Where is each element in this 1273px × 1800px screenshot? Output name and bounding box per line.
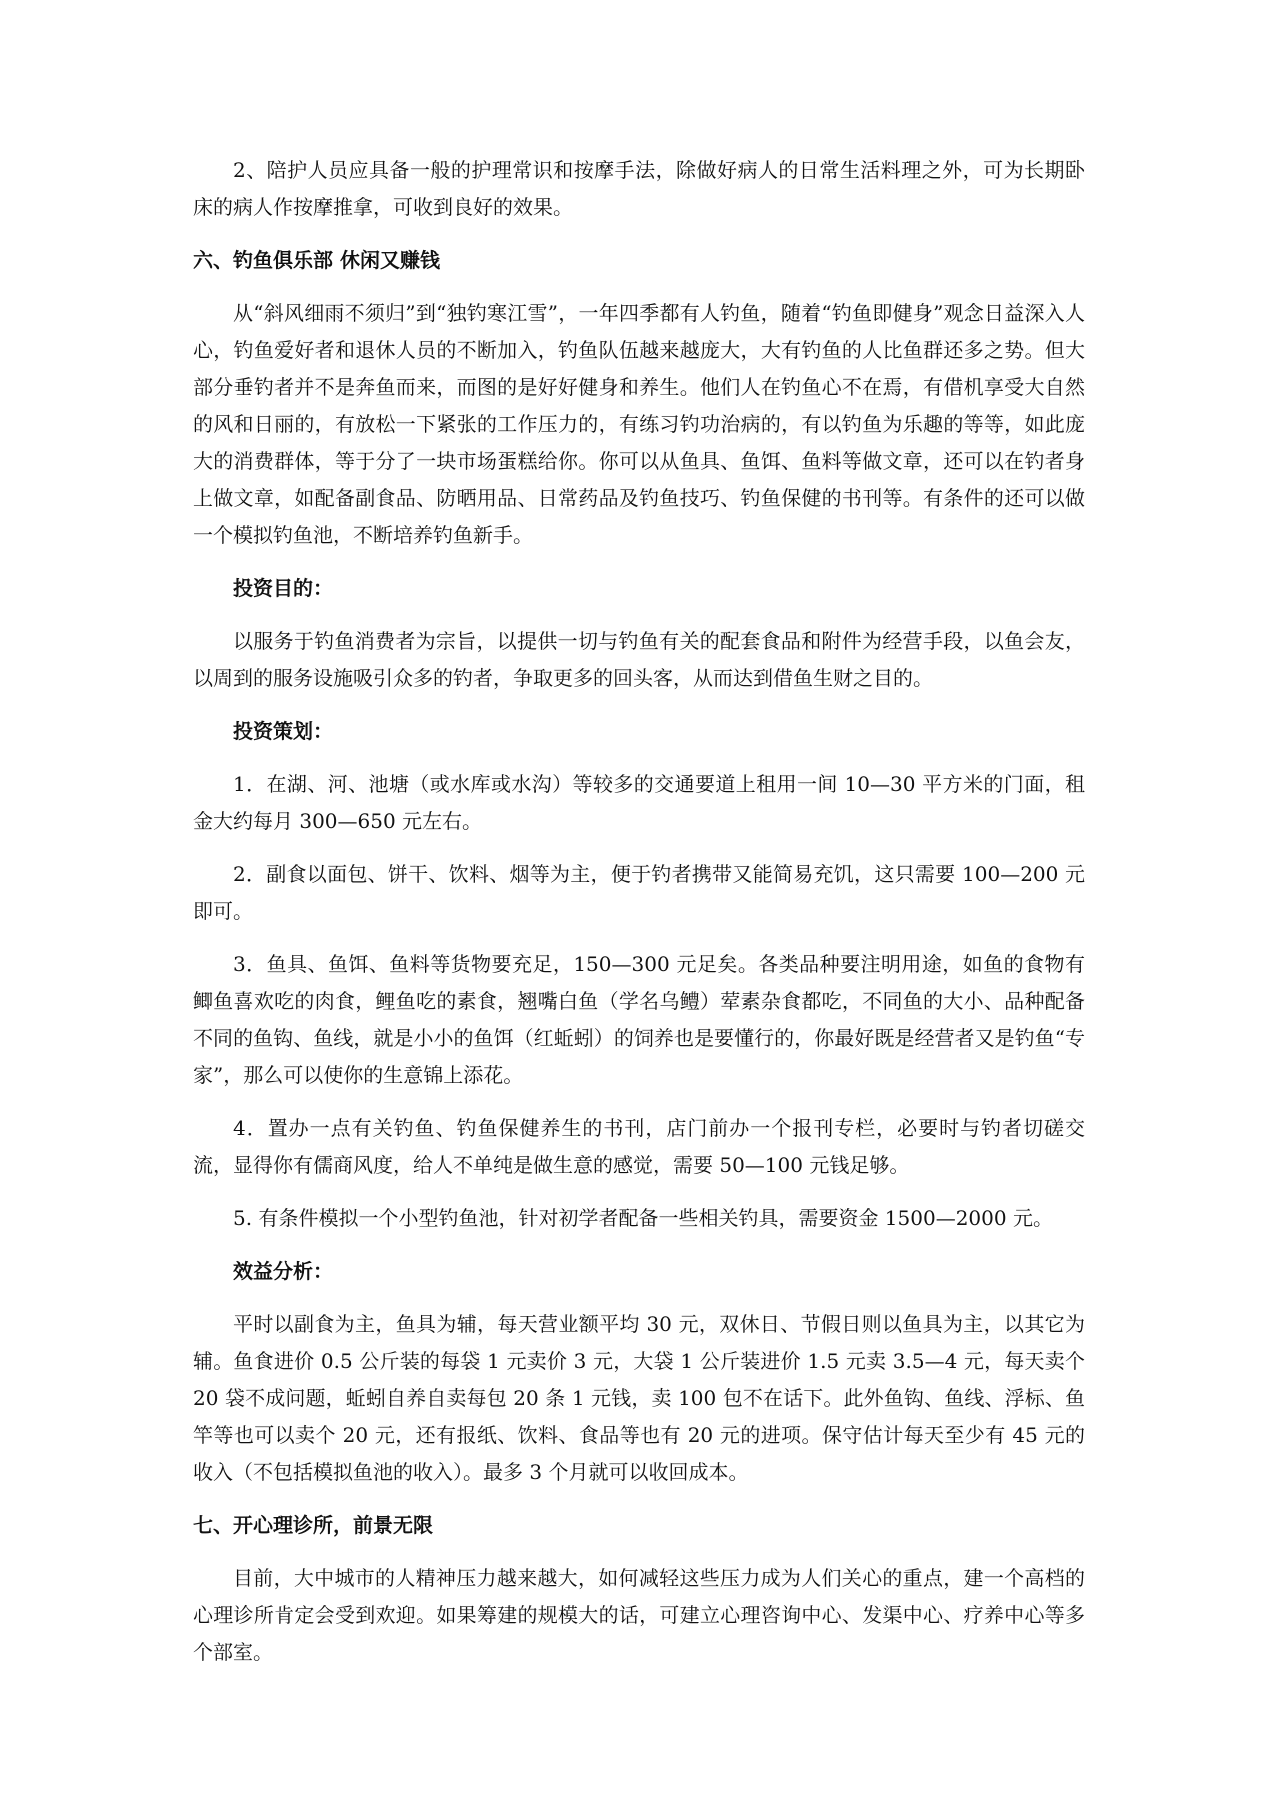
paragraph-plan-item-3: 3．鱼具、鱼饵、鱼料等货物要充足，150—300 元足矣。各类品种要注明用途，如鱼的食物有鲫鱼喜欢吃的肉食，鲤鱼吃的素食，翘嘴白鱼（学名乌鳢）荤素杂食都吃，不同鱼的大小、品种配备不同的鱼钩、鱼线，就是小小的鱼饵（红蚯蚓）的饲养也是要懂行的，你最好既是经营者又是钓鱼“专家”，那么可以使你的生意锦上添花。 [193,952,1085,1087]
section-heading-psych-clinic: 七、开心理诊所，前景无限 [193,1513,433,1537]
document-page [193,152,1085,1687]
paragraph-plan-item-5: 5. 有条件模拟一个小型钓鱼池，针对初学者配备一些相关钓具，需要资金 1500—2000 元。 [233,1206,1053,1230]
paragraph-caregiver-skills: 2、陪护人员应具备一般的护理常识和按摩手法，除做好病人的日常生活料理之外，可为长期卧床的病人作按摩推拿，可收到良好的效果。 [193,158,1085,219]
paragraph-psych-clinic: 目前，大中城市的人精神压力越来越大，如何减轻这些压力成为人们关心的重点，建一个高档的心理诊所肯定会受到欢迎。如果筹建的规模大的话，可建立心理咨询中心、发渠中心、疗养中心等多个部室。 [193,1566,1085,1664]
subheading-investment-plan: 投资策划： [233,719,333,743]
paragraph-benefit-analysis: 平时以副食为主，鱼具为辅，每天营业额平均 30 元，双休日、节假日则以鱼具为主，以其它为辅。鱼食进价 0.5 公斤装的每袋 1 元卖价 3 元，大袋 1 公斤装进价 1.5 元卖 3.5—4 元，每天卖个 20 袋不成问题，蚯蚓自养自卖每包 20 条 1 元钱，卖 100 包不在话下。此外鱼钩、鱼线、浮标、鱼竿等也可以卖个 20 元，还有报纸、饮料、食品等也有 20 元的进项。保守估计每天至少有 45 元的收入（不包括模拟鱼池的收入）。最多 3 个月就可以收回成本。 [193,1312,1085,1484]
paragraph-investment-purpose: 以服务于钓鱼消费者为宗旨，以提供一切与钓鱼有关的配套食品和附件为经营手段，以鱼会友，以周到的服务设施吸引众多的钓者，争取更多的回头客，从而达到借鱼生财之目的。 [193,629,1085,690]
paragraph-plan-item-2: 2．副食以面包、饼干、饮料、烟等为主，便于钓者携带又能简易充饥，这只需要 100—200 元即可。 [193,862,1085,923]
subheading-investment-purpose: 投资目的： [233,576,333,600]
paragraph-plan-item-4: 4．置办一点有关钓鱼、钓鱼保健养生的书刊，店门前办一个报刊专栏，必要时与钓者切磋交流，显得你有儒商风度，给人不单纯是做生意的感觉，需要 50—100 元钱足够。 [193,1116,1085,1177]
section-heading-fishing-club: 六、钓鱼俱乐部 休闲又赚钱 [193,248,440,272]
paragraph-plan-item-1: 1．在湖、河、池塘（或水库或水沟）等较多的交通要道上租用一间 10—30 平方米的门面，租金大约每月 300—650 元左右。 [193,772,1085,833]
subheading-benefit-analysis: 效益分析： [233,1259,333,1283]
paragraph-fishing-intro: 从“斜风细雨不须归”到“独钓寒江雪”，一年四季都有人钓鱼，随着“钓鱼即健身”观念日益深入人心，钓鱼爱好者和退休人员的不断加入，钓鱼队伍越来越庞大，大有钓鱼的人比鱼群还多之势。但大部分垂钓者并不是奔鱼而来，而图的是好好健身和养生。他们人在钓鱼心不在焉，有借机享受大自然的风和日丽的，有放松一下紧张的工作压力的，有练习钓功治病的，有以钓鱼为乐趣的等等，如此庞大的消费群体，等于分了一块市场蛋糕给你。你可以从鱼具、鱼饵、鱼料等做文章，还可以在钓者身上做文章，如配备副食品、防晒用品、日常药品及钓鱼技巧、钓鱼保健的书刊等。有条件的还可以做一个模拟钓鱼池，不断培养钓鱼新手。 [193,301,1085,547]
